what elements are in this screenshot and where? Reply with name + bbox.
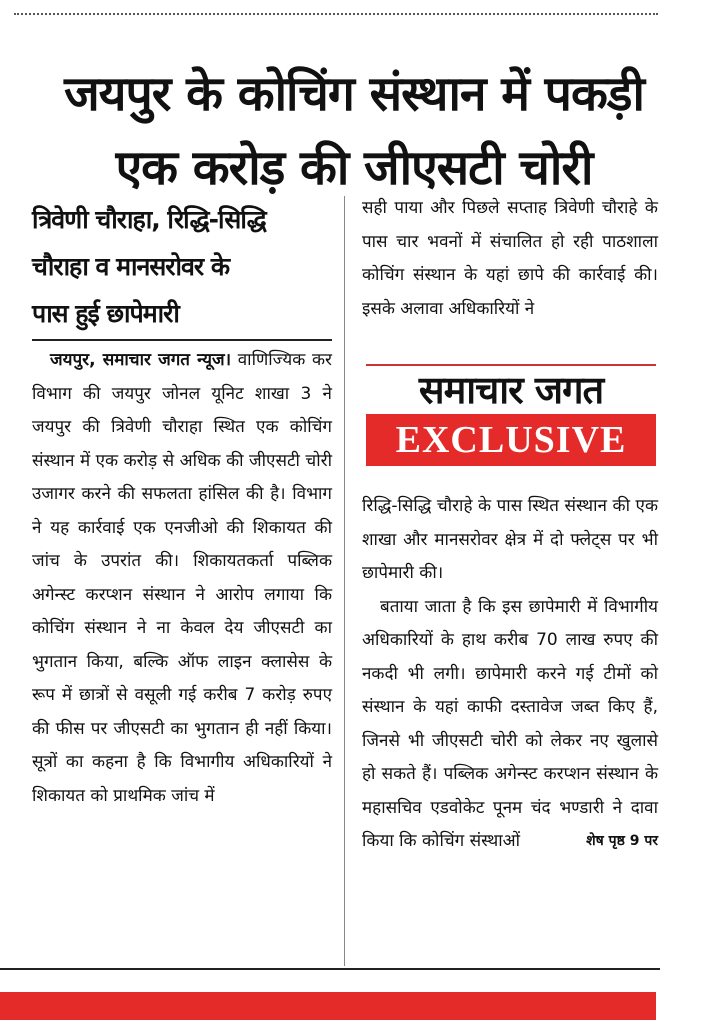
bottom-rule: [0, 968, 660, 970]
right-column-para-2-text: बताया जाता है कि इस छापेमारी में विभागीय अधिकारियों के हाथ करीब 70 लाख रुपए की नकदी भी लगी। छापेमारी करने गई टीमों को संस्थान के यहां काफी दस्तावेज जब्त किए हैं, जिनसे भी जीएसटी चोरी को लेकर नए खुलासे हो सकते हैं। पब्लिक अगेन्स्ट करप्शन संस्थान के महासचिव एडवोकेट पूनम चंद भण्डारी ने दावा किया कि कोचिंग संस्थाओं: [362, 596, 658, 851]
left-column: [32, 344, 332, 813]
left-column-text: [32, 344, 332, 813]
subheadline-line-3: पास हुई छापेमारी: [32, 299, 179, 328]
subheadline-line-1: त्रिवेणी चौराहा, रिद्धि-सिद्धि: [32, 205, 266, 234]
right-column-para-2: [362, 591, 658, 859]
right-column-top-text: सही पाया और पिछले सप्ताह त्रिवेणी चौराहे के पास चार भवनों में संचालित हो रही पाठशाला कोचिंग संस्थान के यहां छापे की कार्रवाई की। इसके अलावा अधिकारियों ने: [362, 198, 658, 319]
bottom-red-band: [0, 992, 656, 1020]
logo-brand: समाचार जगत: [366, 364, 656, 414]
right-column-para-1: रिद्धि-सिद्धि चौराहे के पास स्थित संस्थान की एक शाखा और मानसरोवर क्षेत्र में दो फ्लेट्स पर भी छापेमारी की।: [362, 496, 658, 583]
headline-line-2: एक करोड़ की जीएसटी चोरी: [115, 140, 593, 197]
continued-on-page: शेष पृष्ठ 9 पर: [586, 833, 658, 849]
headline: [0, 57, 708, 205]
right-column-top: [362, 192, 658, 326]
dateline: जयपुर, समाचार जगत न्यूज।: [50, 350, 232, 370]
top-dotted-rule: [14, 13, 658, 15]
column-divider: [344, 196, 345, 966]
headline-line-1: जयपुर के कोचिंग संस्थान में पकड़ी: [64, 66, 644, 123]
subheadline-divider: [32, 339, 332, 341]
subheadline-line-2: चौराहा व मानसरोवर के: [32, 252, 230, 281]
left-column-body: वाणिज्यिक कर विभाग की जयपुर जोनल यूनिट शाखा 3 ने जयपुर की त्रिवेणी चौराहा स्थित एक कोचिंग संस्थान में एक करोड़ से अधिक की जीएसटी चोरी उजागर करने की सफलता हांसिल की है। विभाग ने यह कार्रवाई एक एनजीओ की शिकायत की जांच के उपरांत की। शिकायतकर्ता पब्लिक अगेन्स्ट करप्शन संस्थान ने आरोप लगाया कि कोचिंग संस्थान ने ना केवल देय जीएसटी का भुगतान किया, बल्कि ऑफ लाइन क्लासेस के रूप में छात्रों से वसूली गई करीब 7 करोड़ रुपए की फीस पर जीएसटी का भुगतान ही नहीं किया। सूत्रों का कहना है कि विभागीय अधिकारियों ने शिकायत को प्राथमिक जांच में: [32, 350, 332, 806]
logo-exclusive-tag: EXCLUSIVE: [366, 414, 656, 466]
subheadline-block: [32, 196, 332, 337]
right-column-bottom: [362, 490, 658, 859]
samachar-jagat-exclusive-logo: [366, 364, 656, 466]
